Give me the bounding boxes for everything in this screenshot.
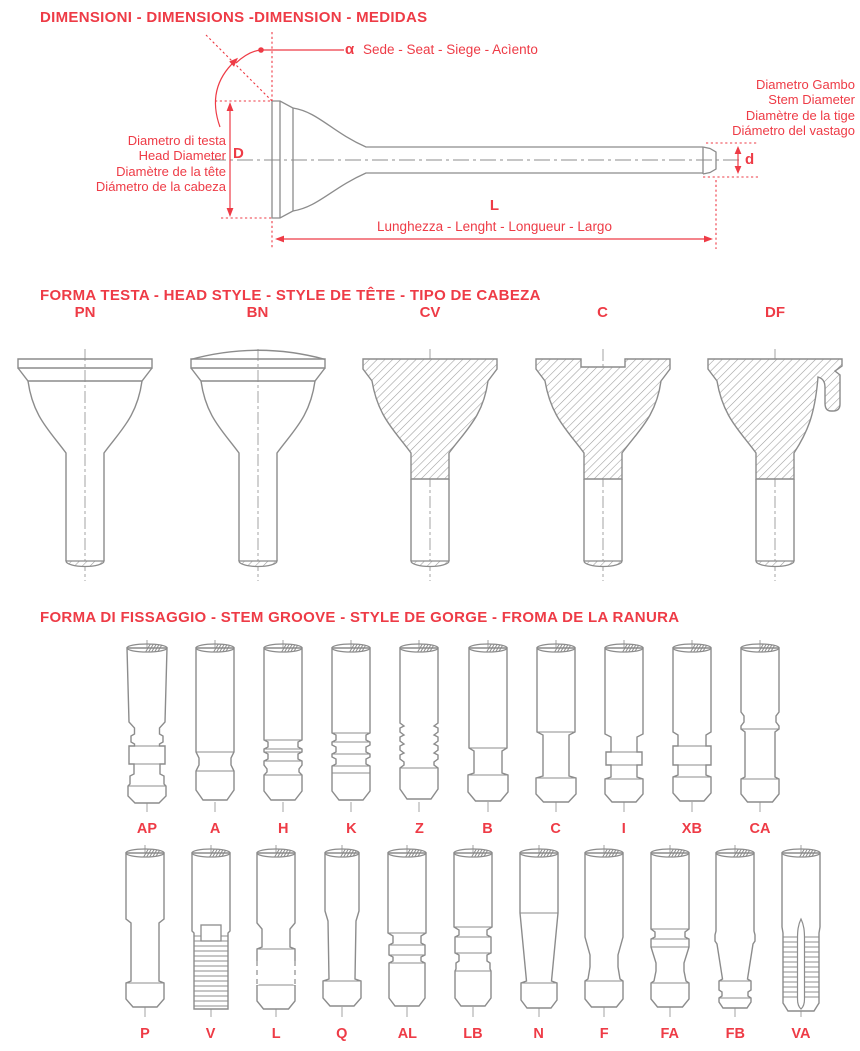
stem-figure-A — [187, 638, 243, 818]
stem-groove-row-2 — [117, 843, 829, 1042]
stem-groove-label: FB — [725, 1026, 746, 1042]
stem-diameter-line: Diámetro del vastago — [732, 123, 855, 139]
head-style-label: BN — [246, 304, 269, 321]
dimension-L-label: L — [489, 197, 500, 214]
stem-groove-column-K — [323, 638, 379, 837]
stem-figure-Q — [314, 843, 370, 1023]
head-style-label: C — [597, 304, 608, 321]
stem-figure-I — [596, 638, 652, 818]
stem-groove-column-CA — [732, 638, 788, 837]
stem-diameter-line: Diamètre de la tige — [745, 107, 855, 123]
dimension-d-label: d — [745, 151, 755, 168]
stem-groove-label: H — [277, 821, 289, 837]
stem-groove-label: V — [205, 1026, 216, 1042]
head-style-label: CV — [419, 304, 441, 321]
head-diameter-line: Head Diameter — [138, 148, 226, 164]
head-style-column-CV — [345, 304, 515, 594]
stem-groove-label: K — [346, 821, 357, 837]
stem-groove-label: L — [271, 1026, 281, 1042]
stem-figure-VA — [773, 843, 829, 1023]
stem-groove-label: N — [533, 1026, 544, 1042]
stem-groove-column-A — [187, 638, 243, 837]
head-style-row — [0, 304, 860, 594]
stem-groove-label: P — [140, 1026, 150, 1042]
stem-groove-label: A — [209, 821, 221, 837]
stem-figure-K — [323, 638, 379, 818]
stem-groove-column-XB — [664, 638, 720, 837]
stem-groove-label: Z — [415, 821, 424, 837]
stem-groove-column-P — [117, 843, 173, 1042]
stem-figure-B — [460, 638, 516, 818]
stem-groove-label: B — [482, 821, 493, 837]
stem-groove-column-AP — [119, 638, 175, 837]
stem-groove-column-N — [511, 843, 567, 1042]
alpha-angle-label: α — [345, 41, 355, 58]
stem-groove-label: CA — [749, 821, 771, 837]
head-figure-PN — [0, 329, 170, 594]
stem-groove-row-1 — [119, 638, 788, 837]
stem-figure-AL — [379, 843, 435, 1023]
stem-figure-N — [511, 843, 567, 1023]
stem-groove-column-C — [528, 638, 584, 837]
stem-figure-V — [183, 843, 239, 1023]
head-figure-C — [518, 329, 688, 594]
stem-groove-label: C — [550, 821, 561, 837]
stem-groove-label: VA — [791, 1026, 811, 1042]
seat-label: Sede - Seat - Siege - Acìento — [363, 42, 538, 57]
head-diameter-line: Diametro di testa — [127, 133, 226, 148]
stem-groove-label: I — [621, 821, 626, 837]
head-diameter-line: Diámetro de la cabeza — [95, 179, 226, 195]
head-style-column-PN — [0, 304, 170, 594]
head-figure-DF — [690, 329, 860, 594]
stem-groove-label: LB — [463, 1026, 483, 1042]
stem-groove-column-V — [183, 843, 239, 1042]
stem-groove-column-F — [576, 843, 632, 1042]
head-style-title: FORMA TESTA - HEAD STYLE - STYLE DE TÊTE - TIPO DE CABEZA — [40, 287, 541, 304]
head-style-label: PN — [74, 304, 96, 321]
stem-figure-FA — [642, 843, 698, 1023]
stem-groove-column-FB — [707, 843, 763, 1042]
head-figure-BN — [173, 329, 343, 594]
head-style-label: DF — [765, 304, 785, 321]
stem-groove-label: AL — [397, 1026, 418, 1042]
length-label: Lunghezza - Lenght - Longueur - Largo — [377, 219, 612, 234]
stem-diameter-label — [599, 77, 855, 139]
stem-groove-label: XB — [681, 821, 702, 837]
stem-figure-P — [117, 843, 173, 1023]
stem-groove-label: FA — [660, 1026, 680, 1042]
stem-figure-C — [528, 638, 584, 818]
stem-figure-LB — [445, 843, 501, 1023]
stem-groove-column-L — [248, 843, 304, 1042]
dimensions-title: DIMENSIONI - DIMENSIONS -DIMENSION - MEDIDAS — [40, 9, 428, 26]
stem-diameter-line: Diametro Gambo — [756, 77, 855, 92]
head-style-column-BN — [173, 304, 343, 594]
stem-figure-Z — [391, 638, 447, 818]
head-style-column-DF — [690, 304, 860, 594]
stem-groove-label: AP — [136, 821, 158, 837]
head-diameter-label — [0, 133, 226, 195]
stem-groove-column-VA — [773, 843, 829, 1042]
stem-figure-AP — [119, 638, 175, 818]
stem-groove-label: F — [599, 1026, 609, 1042]
stem-groove-column-Z — [391, 638, 447, 837]
stem-groove-label: Q — [336, 1026, 348, 1042]
stem-figure-H — [255, 638, 311, 818]
stem-figure-XB — [664, 638, 720, 818]
head-diameter-line: Diamètre de la tête — [116, 163, 226, 179]
stem-groove-column-I — [596, 638, 652, 837]
stem-groove-column-Q — [314, 843, 370, 1042]
stem-groove-column-LB — [445, 843, 501, 1042]
stem-groove-title: FORMA DI FISSAGGIO - STEM GROOVE - STYLE DE GORGE - FROMA DE LA RANURA — [40, 609, 680, 626]
head-style-column-C — [518, 304, 688, 594]
stem-groove-column-AL — [379, 843, 435, 1042]
stem-figure-L — [248, 843, 304, 1023]
dimension-D-label: D — [233, 145, 244, 162]
stem-groove-column-FA — [642, 843, 698, 1042]
stem-groove-column-B — [460, 638, 516, 837]
stem-groove-column-H — [255, 638, 311, 837]
stem-figure-F — [576, 843, 632, 1023]
stem-diameter-line: Stem Diameter — [768, 92, 855, 108]
stem-figure-CA — [732, 638, 788, 818]
stem-figure-FB — [707, 843, 763, 1023]
head-figure-CV — [345, 329, 515, 594]
